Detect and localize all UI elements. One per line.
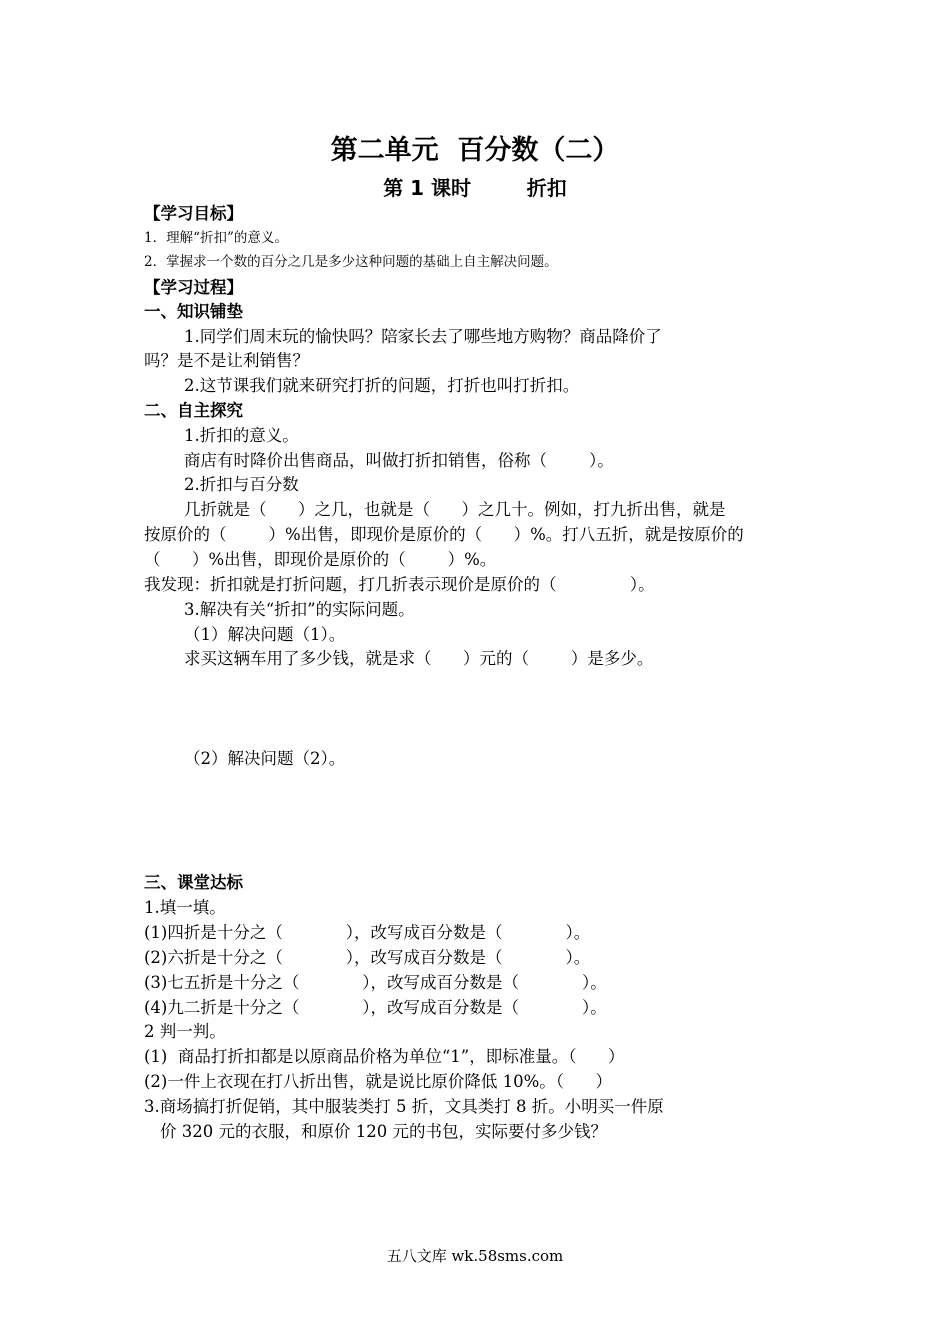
page-title: 第二单元 百分数（二） bbox=[330, 135, 620, 166]
goal-item: 1．理解“折扣”的意义。 bbox=[144, 230, 288, 246]
paragraph-line: 2.这节课我们就来研究打折的问题，打折也叫打折扣。 bbox=[184, 376, 580, 395]
exercise-line: (1)四折是十分之（ ），改写成百分数是（ ）。 bbox=[144, 923, 591, 942]
exercise-line: (2)一件上衣现在打八折出售，就是说比原价降低 10%。（ ） bbox=[144, 1072, 613, 1091]
exercise-line: 1.填一填。 bbox=[144, 898, 226, 917]
goal-item: 2．掌握求一个数的百分之几是多少这种问题的基础上自主解决问题。 bbox=[144, 254, 558, 270]
paragraph-line: 我发现：折扣就是打折问题，打几折表示现价是原价的（ ）。 bbox=[144, 575, 655, 594]
paragraph-line: 3.解决有关“折扣”的实际问题。 bbox=[184, 600, 415, 619]
paragraph-line: 商店有时降价出售商品，叫做打折扣销售，俗称（ ）。 bbox=[184, 451, 614, 470]
paragraph-line: （ ）%出售，即现价是原价的（ ）%。 bbox=[144, 550, 497, 569]
paragraph-line: 1.折扣的意义。 bbox=[184, 426, 299, 445]
exercise-line: (3)七五折是十分之（ ），改写成百分数是（ ）。 bbox=[144, 973, 607, 992]
exercise-line: (1) 商品打折扣都是以原商品价格为单位“1”，即标准量。（ ） bbox=[144, 1047, 625, 1066]
paragraph-line: 1.同学们周末玩的愉快吗？陪家长去了哪些地方购物？商品降价了 bbox=[184, 327, 662, 346]
section-heading: 一、知识铺垫 bbox=[144, 302, 243, 321]
paragraph-line: 2.折扣与百分数 bbox=[184, 475, 299, 494]
paragraph-line: 吗？是不是让利销售？ bbox=[144, 351, 309, 370]
paragraph-line: 按原价的（ ）%出售，即现价是原价的（ ）%。打八五折，就是按原价的 bbox=[144, 525, 744, 544]
process-heading: 【学习过程】 bbox=[144, 278, 243, 297]
section-heading: 三、课堂达标 bbox=[144, 873, 243, 892]
goals-heading: 【学习目标】 bbox=[144, 204, 243, 223]
exercise-line: 价 320 元的衣服，和原价 120 元的书包，实际要付多少钱？ bbox=[160, 1122, 607, 1141]
paragraph-line: （1）解决问题（1）。 bbox=[184, 625, 346, 644]
exercise-line: 2 判一判。 bbox=[144, 1022, 226, 1041]
exercise-line: 3.商场搞打折促销，其中服装类打 5 折，文具类打 8 折。小明买一件原 bbox=[144, 1097, 664, 1116]
footer-watermark: 五八文库 wk.58sms.com bbox=[386, 1247, 564, 1265]
lesson-subtitle: 第 1 课时 折扣 bbox=[383, 176, 567, 200]
paragraph-line: 求买这辆车用了多少钱，就是求（ ）元的（ ）是多少。 bbox=[184, 649, 654, 668]
paragraph-line: （2）解决问题（2）。 bbox=[184, 749, 346, 768]
exercise-line: (2)六折是十分之（ ），改写成百分数是（ ）。 bbox=[144, 948, 591, 967]
section-heading: 二、自主探究 bbox=[144, 401, 243, 420]
exercise-line: (4)九二折是十分之（ ），改写成百分数是（ ）。 bbox=[144, 998, 607, 1017]
paragraph-line: 几折就是（ ）之几，也就是（ ）之几十。例如，打九折出售，就是 bbox=[184, 500, 726, 519]
